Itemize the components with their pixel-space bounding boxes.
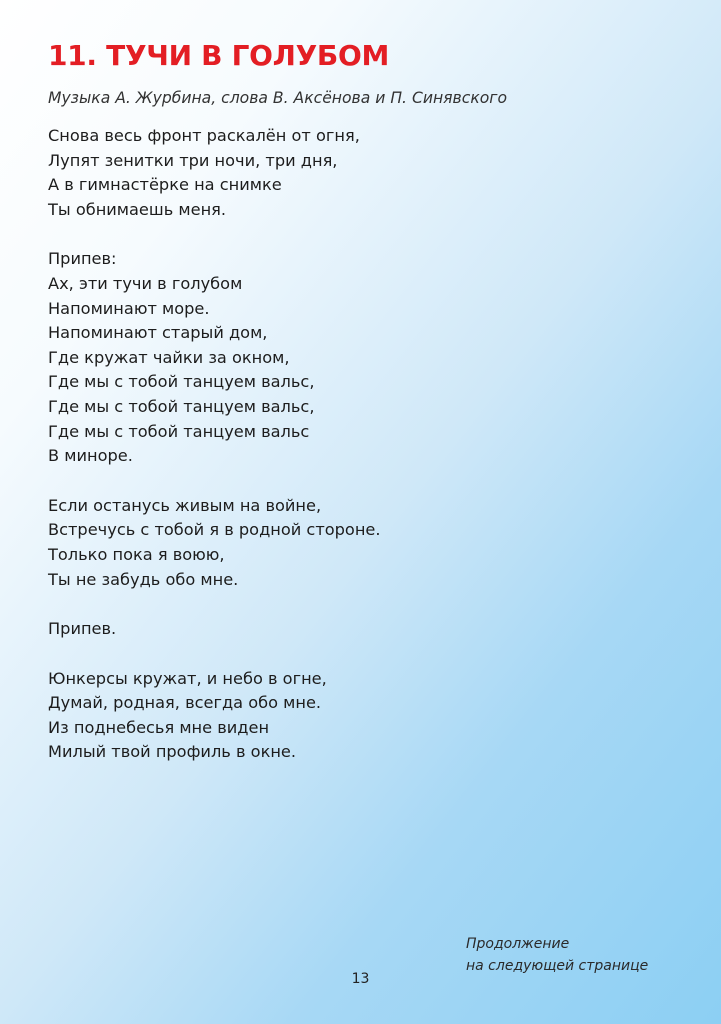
page-number: 13 (351, 971, 370, 987)
lyric-line: Милый твой профиль в окне. (48, 742, 297, 762)
lyric-line: Встречусь с тобой я в родной стороне. (48, 520, 381, 540)
continued-line: Продолжение (466, 936, 570, 952)
lyric-line: Из поднебесья мне виден (48, 717, 270, 737)
lyric-line: Только пока я воюю, (48, 544, 225, 564)
song-title: 11. ТУЧИ В ГОЛУБОМ (48, 39, 390, 72)
song-credits: Музыка А. Журбина, слова В. Аксёнова и П. Синявского (48, 89, 508, 107)
lyric-line: Где мы с тобой танцуем вальс, (48, 396, 315, 416)
lyric-line: Если останусь живым на войне, (48, 495, 322, 515)
lyric-line: Ты не забудь обо мне. (48, 569, 239, 589)
lyric-line: А в гимнастёрке на снимке (48, 175, 282, 195)
lyric-line: Думай, родная, всегда обо мне. (48, 693, 322, 713)
lyric-line: Ах, эти тучи в голубом (48, 273, 243, 293)
lyric-line: Где мы с тобой танцуем вальс, (48, 372, 315, 392)
stanza-chorus (48, 247, 688, 468)
lyric-line: Юнкерсы кружат, и небо в огне, (48, 668, 327, 688)
lyric-line: Лупят зенитки три ночи, три дня, (48, 150, 338, 170)
lyric-line: Напоминают море. (48, 298, 210, 318)
lyrics (48, 124, 688, 790)
stanza-verse-1 (48, 124, 688, 222)
continued-line: на следующей странице (466, 958, 649, 974)
chorus-label: Припев. (48, 619, 117, 639)
chorus-label: Припев: (48, 249, 117, 269)
stanza-verse-2 (48, 494, 688, 592)
lyric-line: Ты обнимаешь меня. (48, 199, 227, 219)
lyric-line: Где мы с тобой танцуем вальс (48, 421, 310, 441)
lyric-line: Где кружат чайки за окном, (48, 347, 290, 367)
lyric-line: В миноре. (48, 446, 133, 466)
stanza-chorus-repeat (48, 617, 688, 642)
stanza-verse-3 (48, 667, 688, 765)
lyric-line: Напоминают старый дом, (48, 323, 268, 343)
lyric-line: Снова весь фронт раскалён от огня, (48, 126, 360, 145)
